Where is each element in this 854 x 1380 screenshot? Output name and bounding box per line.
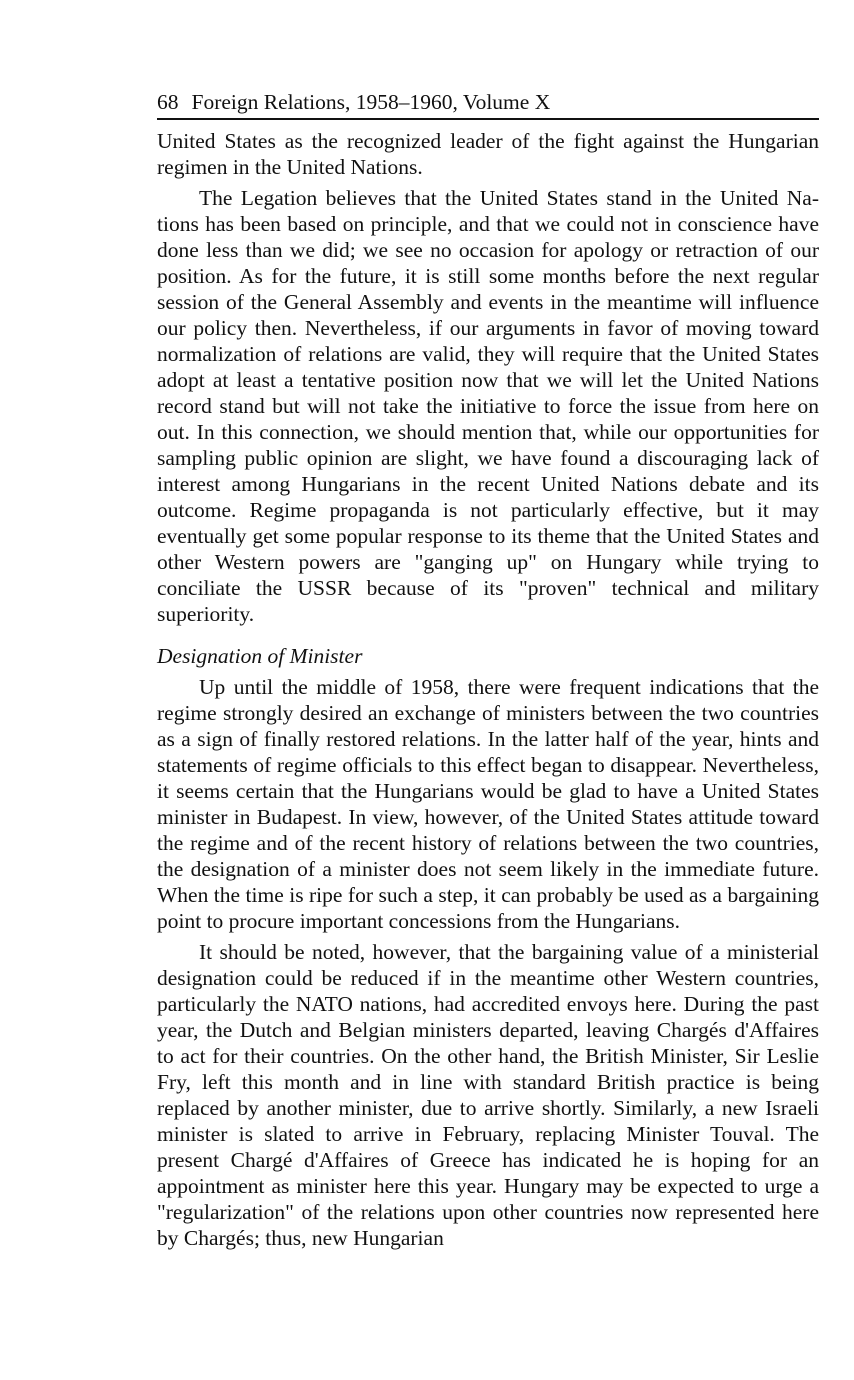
running-header bbox=[157, 86, 819, 120]
section-heading: Designation of Minister bbox=[157, 644, 363, 668]
document-page bbox=[157, 86, 819, 1251]
running-title: Foreign Relations, 1958–1960, Volume X bbox=[191, 90, 551, 114]
paragraph-bargaining-value: It should be noted, however, that the bargaining value of a ministerial designation could be reduced if in the meantime other Western countries, particularly the NATO nations, had accredited envoys here. During the past year, the Dutch and Belgian ministers departed, leaving Chargés d'Affaires to act for their countries. On the other hand, the British Minister, Sir Leslie Fry, left this month and in line with standard British practice is being replaced by another minister, due to arrive shortly. Similarly, a new Israeli minister is slated to arrive in February, replacing Minister Touval. The present Chargé d'Affaires of Greece has indicated he is hoping for an appointment as minister here this year. Hungary may be expected to urge a "regularization" of the relations upon other countries now represented here by Chargés; thus, new Hungarian bbox=[157, 940, 819, 1250]
paragraph-legation-position: The Legation believes that the United States stand in the United Nations has been based on principle, and that we could not in conscience have done less than we did; we see no occasion for apology or retraction of our position. As for the future, it is still some months before the next regular session of the General Assembly and events in the meantime will influence our policy then. Nevertheless, if our arguments in favor of moving toward normalization of relations are valid, they will require that the United States adopt at least a tentative position now that we will let the United Nations record stand but will not take the initiative to force the issue from here on out. In this connection, we should mention that, while our opportunities for sampling public opinion are slight, we have found a discouraging lack of interest among Hungarians in the recent United Nations debate and its outcome. Regime propaganda is not particularly effective, but it may eventually get some popular response to its theme that the United States and other Western powers are "ganging up" on Hungary while trying to conciliate the USSR because of its "proven" technical and military superiority. bbox=[157, 186, 819, 626]
paragraph-continuation: United States as the recognized leader of the fight against the Hungarian regimen in the United Nations. bbox=[157, 129, 819, 179]
body-text bbox=[157, 128, 819, 1251]
page-number: 68 bbox=[157, 90, 179, 114]
paragraph-minister-exchange: Up until the middle of 1958, there were frequent indications that the regime strongly desired an exchange of ministers between the two countries as a sign of finally restored relations. In the latter half of the year, hints and statements of regime officials to this effect began to disappear. Nevertheless, it seems certain that the Hungarians would be glad to have a United States minister in Budapest. In view, however, of the United States attitude toward the regime and of the recent history of relations between the two countries, the designation of a minister does not seem likely in the immediate future. When the time is ripe for such a step, it can probably be used as a bargaining point to procure important concessions from the Hungarians. bbox=[157, 675, 819, 933]
